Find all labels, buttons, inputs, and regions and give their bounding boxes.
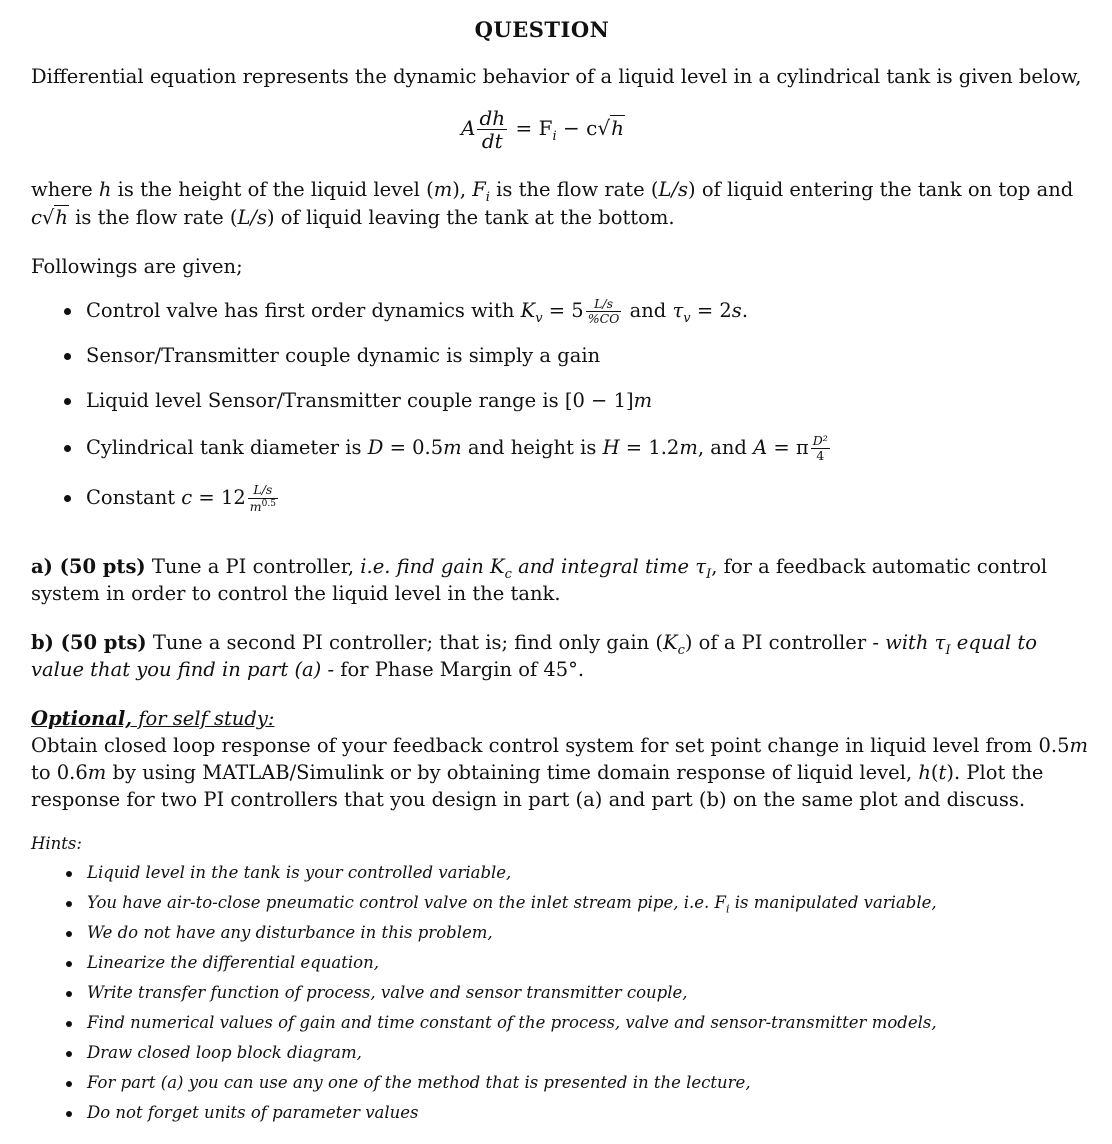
where-1F: F — [472, 178, 486, 201]
hint-bullet-8 — [66, 1081, 72, 1087]
part-b-Ksub: c — [677, 642, 685, 658]
g1-tau: τ — [672, 299, 684, 322]
hint-5: Write transfer function of process, valve and sensor transmitter couple, — [87, 983, 688, 1002]
where-1e: ) of liquid entering the tank on top and — [688, 178, 1074, 201]
where-2-rad: h — [55, 206, 68, 229]
g5-fden: m — [249, 498, 262, 514]
optional-line-3: response for two PI controllers that you design in part (a) and part (b) on the same plot and discuss. — [31, 788, 1026, 811]
g4-A: A — [753, 436, 768, 459]
hint-bullet-5 — [66, 991, 72, 997]
part-a-line-2: system in order to control the liquid level in the tank. — [31, 582, 561, 605]
bullet-3 — [64, 398, 71, 405]
g1-s: s — [731, 299, 742, 322]
hint-bullet-4 — [66, 961, 72, 967]
hint-8: For part (a) you can use any one of the method that is presented in the lecture, — [87, 1073, 751, 1092]
g3-a: Liquid level Sensor/Transmitter couple range is [0 − 1] — [86, 389, 634, 412]
bullet-1 — [64, 308, 71, 315]
hints-label: Hints: — [31, 834, 82, 853]
optional-line-2 — [31, 759, 1043, 786]
where-2c: c — [31, 206, 42, 229]
where-2b: ) of liquid leaving the tank at the bottom. — [267, 206, 675, 229]
part-a-label: a) (50 pts) — [31, 555, 146, 578]
g1-fnum: L/s — [586, 298, 622, 313]
part-b-t3: equal to — [950, 631, 1038, 654]
eq-rhs-a: = F — [515, 116, 553, 140]
g4-fnum: D² — [812, 432, 828, 448]
g4-f: = π — [767, 436, 809, 459]
given-valve — [86, 297, 748, 332]
given-constant — [86, 484, 280, 513]
hint-bullet-6 — [66, 1021, 72, 1027]
page-title: QUESTION — [474, 17, 610, 42]
g4-m2: m — [679, 436, 698, 459]
hint-2-sub: i — [725, 902, 730, 916]
hint-bullet-7 — [66, 1051, 72, 1057]
g1-tail: = 2 — [690, 299, 732, 322]
g4-b: = 0.5 — [383, 436, 444, 459]
hint-4: Linearize the differential equation, — [87, 953, 379, 972]
hint-1: Liquid level in the tank is your controlled variable, — [87, 863, 512, 882]
part-b-line-2 — [31, 656, 584, 683]
given-tank — [86, 434, 832, 463]
eq-rhs-b: − c — [556, 116, 598, 140]
g1-fden: %CO — [587, 311, 620, 326]
g4-a: Cylindrical tank diameter is — [86, 436, 368, 459]
eq-deriv-den: dt — [481, 129, 503, 153]
optional-head-i: for self study: — [132, 707, 275, 730]
optional-head-b: Optional, — [31, 707, 133, 730]
part-b-l2i: value that you find in part (a) — [31, 658, 322, 681]
hint-2-a: You have air-to-close pneumatic control valve on the inlet stream pipe, i.e. F — [87, 893, 726, 912]
g5-a: Constant — [86, 486, 182, 510]
part-b-K: K — [663, 631, 678, 654]
g4-frac — [811, 432, 830, 463]
part-a-K: K — [490, 555, 505, 578]
where-line-2 — [31, 204, 675, 231]
g1-Ksub: v — [535, 310, 543, 326]
eq-sqrt: √h — [597, 116, 624, 140]
g3-m: m — [633, 389, 653, 412]
g5-c: c — [181, 486, 193, 510]
opt-2m: m — [87, 761, 107, 784]
where-1m: m — [433, 178, 453, 201]
g4-D: D — [367, 436, 384, 459]
part-a-t2: and integral time — [511, 555, 696, 578]
hint-bullet-3 — [66, 931, 72, 937]
opt-2d: ). Plot the — [946, 761, 1044, 784]
g4-fden: 4 — [816, 448, 825, 463]
optional-heading — [31, 705, 274, 732]
given-sensor: Sensor/Transmitter couple dynamic is simply a gain — [86, 344, 601, 367]
eq-deriv-num: dh — [479, 106, 506, 130]
part-a-t3: , for a feedback automatic control — [711, 555, 1048, 578]
opt-2t: t — [938, 761, 947, 784]
opt-1m: m — [1069, 734, 1088, 757]
givens-intro: Followings are given; — [31, 255, 243, 278]
where-1h: h — [98, 178, 112, 201]
part-b-tausub: I — [945, 642, 951, 658]
g1-tausub: v — [683, 310, 691, 326]
where-2-sqrt: √h — [41, 206, 68, 229]
part-b-tau: τ — [934, 631, 946, 654]
opt-2c: ( — [930, 761, 939, 784]
g1-a: Control valve has first order dynamics with — [86, 299, 521, 322]
part-a-ie: i.e. find gain — [360, 555, 491, 578]
part-a-tausub: I — [706, 566, 712, 582]
hint-9: Do not forget units of parameter values — [87, 1103, 419, 1122]
g5-fden-sup: 0.5 — [261, 498, 276, 509]
hint-6: Find numerical values of gain and time constant of the process, valve and sensor-transmitter models, — [87, 1013, 937, 1032]
bullet-5 — [64, 495, 71, 502]
hint-3: We do not have any disturbance in this problem, — [87, 923, 493, 942]
g5-b: = 12 — [192, 486, 246, 510]
eq-sqrt-rad: h — [611, 116, 624, 140]
part-b-label: b) (50 pts) — [31, 631, 147, 654]
g1-eq: = 5 — [542, 299, 584, 322]
g4-e: , and — [697, 436, 754, 459]
where-1L: L/s — [658, 178, 689, 201]
where-2L: L/s — [237, 206, 267, 229]
opt-2h: h — [918, 761, 931, 784]
part-b-t2: ) of a PI controller - — [684, 631, 886, 654]
g1-dot: . — [741, 299, 749, 322]
part-a-tau: τ — [695, 555, 707, 578]
bullet-4 — [64, 445, 71, 452]
hint-2 — [87, 892, 937, 920]
g1-K: K — [520, 299, 536, 322]
g4-c: and height is — [461, 436, 603, 459]
where-1c: ), — [452, 178, 473, 201]
part-a-Ksub: c — [504, 566, 512, 582]
g1-frac — [586, 295, 622, 326]
differential-equation — [461, 108, 625, 151]
g5-frac — [248, 484, 278, 513]
hint-bullet-9 — [66, 1111, 72, 1117]
eq-area: A — [461, 116, 476, 140]
g1-and: and — [623, 299, 673, 322]
bullet-2 — [64, 353, 71, 360]
optional-line-1 — [31, 732, 1088, 759]
hint-2-tail: is manipulated variable, — [729, 893, 937, 912]
part-b-l2b: - for Phase Margin of 45°. — [321, 658, 585, 681]
part-b-with: with — [885, 631, 935, 654]
hint-bullet-1 — [66, 871, 72, 877]
eq-rhs-sub: i — [552, 129, 557, 144]
where-1d: is the flow rate ( — [489, 178, 659, 201]
where-1a: where — [31, 178, 99, 201]
g4-d: = 1.2 — [619, 436, 680, 459]
opt-2a: to 0.6 — [31, 761, 88, 784]
opt-1a: Obtain closed loop response of your feedback control system for set point change in liquid level from 0.5 — [31, 734, 1070, 757]
part-a-t1: Tune a PI controller, — [145, 555, 361, 578]
where-1b: is the height of the liquid level ( — [111, 178, 434, 201]
where-2a: is the flow rate ( — [68, 206, 238, 229]
g4-m1: m — [443, 436, 462, 459]
opt-2b: by using MATLAB/Simulink or by obtaining time domain response of liquid level, — [106, 761, 919, 784]
g4-H: H — [602, 436, 620, 459]
eq-derivative — [477, 108, 507, 151]
given-range — [86, 387, 652, 414]
part-b-t1: Tune a second PI controller; that is; find only gain ( — [146, 631, 664, 654]
intro-text: Differential equation represents the dynamic behavior of a liquid level in a cylindrical tank is given below, — [31, 65, 1082, 88]
hint-7: Draw closed loop block diagram, — [87, 1043, 362, 1062]
g5-fnum: L/s — [248, 484, 278, 499]
where-1sub: i — [485, 189, 490, 205]
hint-bullet-2 — [66, 901, 72, 907]
